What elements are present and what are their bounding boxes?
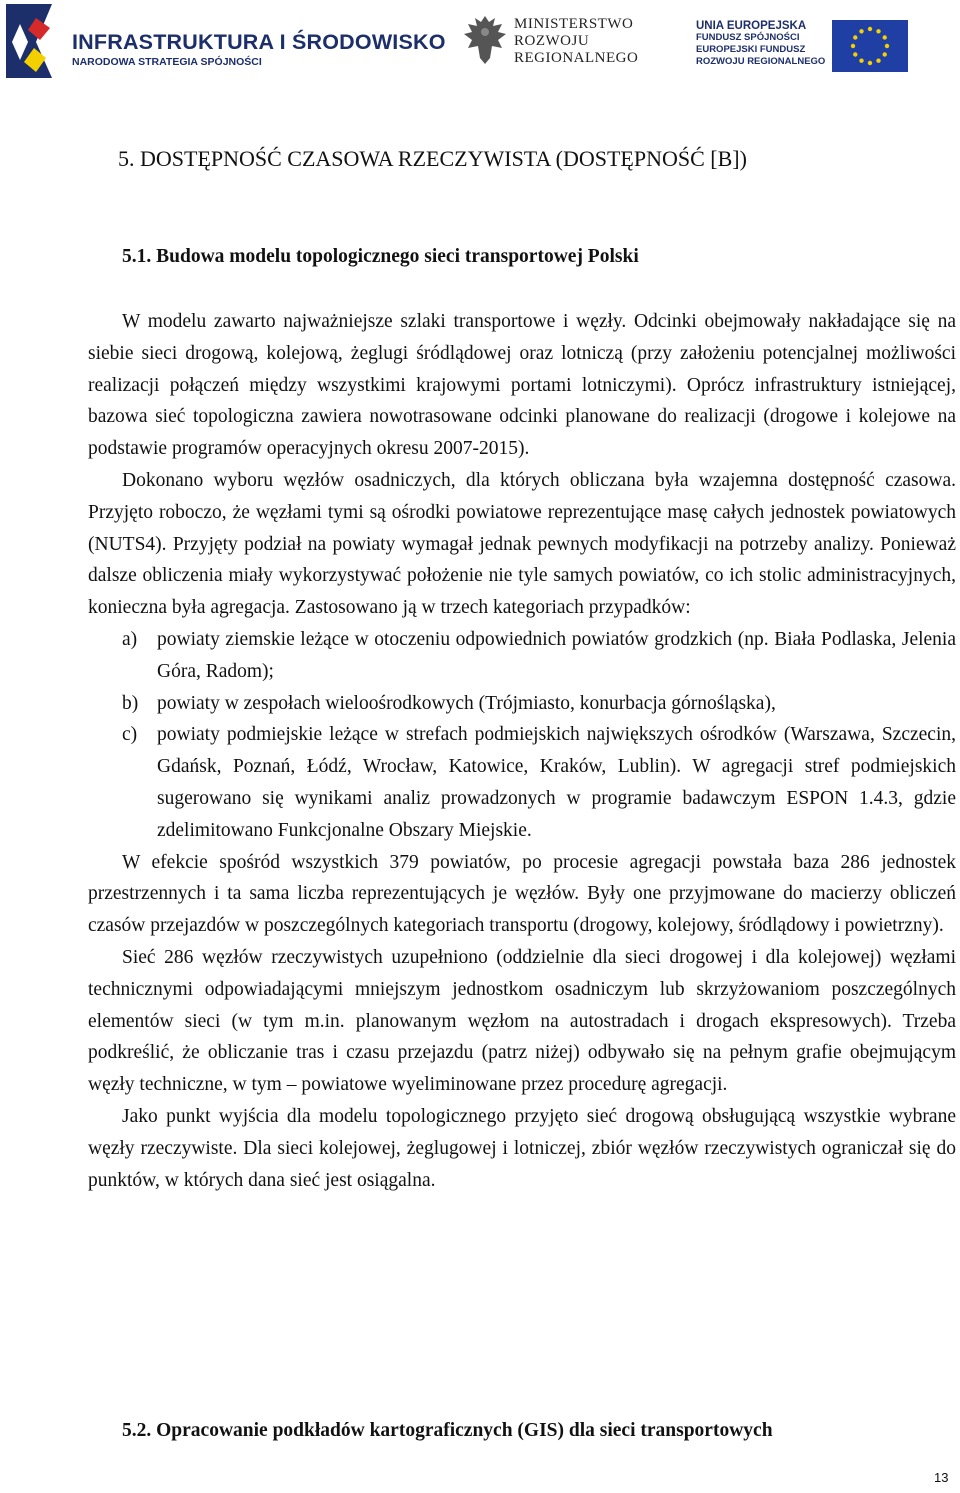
- list-marker: b): [122, 692, 139, 714]
- body-text: [88, 306, 956, 1196]
- eu-star-icon: [883, 35, 887, 39]
- ue-line: FUNDUSZ SPÓJNOŚCI: [696, 32, 800, 43]
- paragraph: Sieć 286 węzłów rzeczywistych uzupełniono (oddzielnie dla sieci drogowej i dla kolejowej) węzłami technicznymi odpowiadającymi mniejszym jednostkom osadniczym lub skrzyżowaniom poszczególnych elementów sieci (w tym m.in. planowanym węzłom na autostradach i drogach ekspresowych). Trzeba podkreślić, że obliczanie tras i czasu przejazdu (patrz niżej) odbywało się na pełnym grafie obejmującym węzły techniczne, w tym – powiatowe wyeliminowane przez procedurę agregacji.: [88, 946, 956, 1096]
- list-item: [88, 688, 956, 720]
- ue-line: EUROPEJSKI FUNDUSZ: [696, 44, 806, 55]
- eu-flag-icon: [832, 20, 908, 72]
- list-item: [88, 719, 956, 846]
- eu-text: [696, 20, 825, 68]
- eu-star-icon: [868, 61, 872, 65]
- list-item-text: powiaty w zespołach wieloośrodkowych (Trójmiasto, konurbacja górnośląska),: [157, 692, 776, 714]
- page-number: 13: [934, 1470, 949, 1485]
- subsection-heading: 5.2. Opracowanie podkładów kartograficznych (GIS) dla sieci transportowych: [122, 1420, 773, 1441]
- mrr-line: ROZWOJU: [514, 33, 590, 49]
- eu-star-icon: [853, 35, 857, 39]
- ris-subtitle: NARODOWA STRATEGIA SPÓJNOŚCI: [72, 56, 262, 68]
- eu-star-icon: [876, 59, 880, 63]
- aggregation-list: [88, 624, 956, 847]
- mrr-line: MINISTERSTWO: [514, 16, 634, 32]
- paragraph: W modelu zawarto najważniejsze szlaki transportowe i węzły. Odcinki obejmowały nakładające się na siebie sieci drogową, kolejową, żeglugi śródlądowej oraz lotniczą (przy założeniu potencjalnej możliwości realizacji połączeń między wszystkimi krajowymi portami lotniczymi). Oprócz infrastruktury istniejącej, bazowa sieć topologiczna zawiera nowotrasowane odcinki planowane do realizacji (drogowe i kolejowe na podstawie programów operacyjnych okresu 2007-2015).: [88, 311, 956, 460]
- ris-title: INFRASTRUKTURA I ŚRODOWISKO: [72, 30, 446, 54]
- subsection-heading: 5.1. Budowa modelu topologicznego sieci transportowej Polski: [122, 246, 639, 267]
- ministerstwo-logo: [462, 8, 662, 74]
- list-item-text: powiaty ziemskie leżące w otoczeniu odpowiednich powiatów grodzkich (np. Biała Podlaska, Jelenia Góra, Radom);: [157, 628, 956, 682]
- ue-line: UNIA EUROPEJSKA: [696, 20, 807, 32]
- page-header: [0, 0, 960, 80]
- eu-star-icon: [876, 29, 880, 33]
- eagle-emblem-icon: [462, 12, 508, 68]
- paragraph: Jako punkt wyjścia dla modelu topologicznego przyjęto sieć drogową obsługującą wszystkie wybrane węzły rzeczywiste. Dla sieci kolejowej, żeglugowej i lotniczej, zbiór węzłów rzeczywistych ograniczał się do punktów, w których dana sieć jest osiągalna.: [88, 1105, 956, 1191]
- eu-star-icon: [851, 44, 855, 48]
- list-marker: c): [122, 724, 138, 746]
- eu-star-icon: [885, 44, 889, 48]
- paragraph: Dokonano wyboru węzłów osadniczych, dla których obliczana była wzajemna dostępność czasowa. Przyjęto roboczo, że węzłami tymi są ośrodki powiatowe reprezentujące masę całych jednostek powiatowych (NUTS4). Przyjęty podział na powiaty wymagał jednak pewnych modyfikacji na potrzeby analizy. Ponieważ dalsze obliczenia miały wykorzystywać położenie nie tyle samych powiatów, co ich stolic administracyjnych, konieczna była agregacja. Zastosowano ją w trzech kategoriach przypadków:: [88, 469, 956, 619]
- infrastruktura-logo: [6, 4, 446, 76]
- eu-star-icon: [868, 27, 872, 31]
- mrr-line: REGIONALNEGO: [514, 50, 639, 66]
- list-item: [88, 624, 956, 688]
- eu-star-icon: [853, 52, 857, 56]
- paragraph: W efekcie spośród wszystkich 379 powiatów, po procesie agregacji powstała baza 286 jednostek przestrzennych i ta sama liczba reprezentujących je węzłów. Były one przyjmowane do macierzy obliczeń czasów przejazdów w poszczególnych kategoriach transportu (drogowy, kolejowy, śródlądowy i powietrzny).: [88, 851, 956, 937]
- section-heading: 5. DOSTĘPNOŚĆ CZASOWA RZECZYWISTA (DOSTĘPNOŚĆ [B]): [118, 146, 747, 171]
- eu-logo: [696, 12, 916, 76]
- eu-star-icon: [859, 29, 863, 33]
- list-item-text: powiaty podmiejskie leżące w strefach podmiejskich największych ośrodków (Warszawa, Szczecin, Gdańsk, Poznań, Łódź, Wrocław, Katowice, Kraków, Lublin). W agregacji stref podmiejskich sugerowano się wynikami analiz prowadzonych w programie badawczym ESPON 1.4.3, gdzie zdelimitowano Funkcjonalne Obszary Miejskie.: [157, 724, 956, 841]
- eu-star-icon: [859, 59, 863, 63]
- ue-line: ROZWOJU REGIONALNEGO: [696, 56, 826, 67]
- ris-flag-icon: [6, 4, 58, 78]
- eu-star-icon: [883, 52, 887, 56]
- ministerstwo-text: [514, 16, 638, 67]
- list-marker: a): [122, 628, 138, 650]
